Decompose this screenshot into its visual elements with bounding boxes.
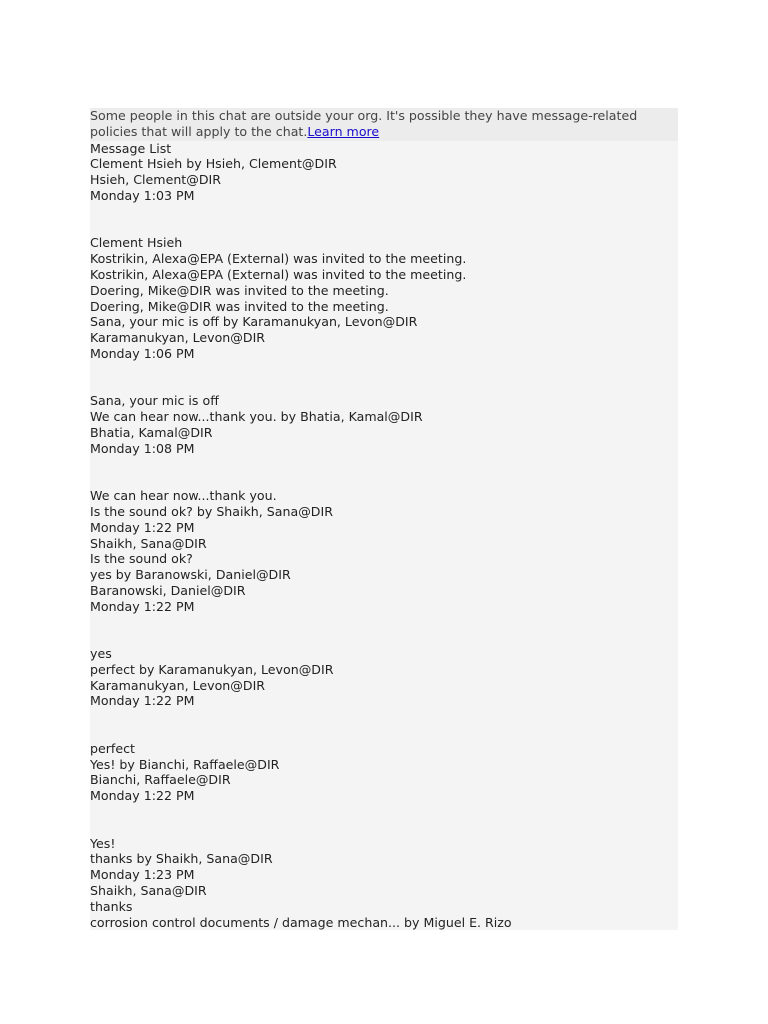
message-line: Monday 1:08 PM [90,440,195,456]
message-line: Yes! [90,835,116,851]
message-line: Sana, your mic is off by Karamanukyan, Levon@DIR [90,314,418,330]
message-separator [90,457,678,489]
message-line: Sana, your mic is off [90,393,219,409]
message-list-title: Message List [90,140,172,156]
external-org-banner [90,108,678,141]
message-line: Monday 1:22 PM [90,693,195,709]
message-separator [90,204,678,236]
banner-text: Some people in this chat are outside your org. It's possible they have message-related policies that will apply to the chat. [90,108,638,139]
message-line: Bianchi, Raffaele@DIR [90,772,231,788]
message-line: thanks [90,898,133,914]
message-line: We can hear now...thank you. by Bhatia, Kamal@DIR [90,409,423,425]
message-separator [90,804,678,836]
message-line: Yes! by Bianchi, Raffaele@DIR [90,756,280,772]
message-line: Kostrikin, Alexa@EPA (External) was invited to the meeting. [90,266,467,282]
chat-panel [90,108,678,930]
message-line: Bhatia, Kamal@DIR [90,424,213,440]
learn-more-link[interactable]: Learn more [307,123,380,139]
message-line: Is the sound ok? by Shaikh, Sana@DIR [90,503,333,519]
message-line: Baranowski, Daniel@DIR [90,582,246,598]
message-line: Karamanukyan, Levon@DIR [90,677,266,693]
message-line: corrosion control documents / damage mechan... by Miguel E. Rizo [90,914,512,930]
message-line: Shaikh, Sana@DIR [90,535,207,551]
message-line: Is the sound ok? [90,551,193,567]
message-line: yes by Baranowski, Daniel@DIR [90,567,291,583]
message-line: Kostrikin, Alexa@EPA (External) was invited to the meeting. [90,251,467,267]
message-line: Monday 1:22 PM [90,788,195,804]
message-line: perfect by Karamanukyan, Levon@DIR [90,661,334,677]
message-line: Shaikh, Sana@DIR [90,883,207,899]
message-line: Monday 1:23 PM [90,867,195,883]
message-line: thanks by Shaikh, Sana@DIR [90,851,273,867]
message-line: Monday 1:03 PM [90,187,195,203]
message-separator [90,362,678,394]
message-line: Clement Hsieh [90,235,183,251]
message-line: Doering, Mike@DIR was invited to the meeting. [90,282,389,298]
message-line: Doering, Mike@DIR was invited to the meeting. [90,298,389,314]
message-separator [90,615,678,647]
message-line: Monday 1:06 PM [90,345,195,361]
message-line: perfect [90,740,135,756]
message-line: Clement Hsieh by Hsieh, Clement@DIR [90,156,337,172]
message-line: yes [90,646,112,662]
message-line: Karamanukyan, Levon@DIR [90,330,266,346]
message-list [90,156,678,930]
message-line: We can hear now...thank you. [90,488,277,504]
message-line: Monday 1:22 PM [90,519,195,535]
message-line: Hsieh, Clement@DIR [90,172,221,188]
message-line: Monday 1:22 PM [90,598,195,614]
message-separator [90,709,678,741]
